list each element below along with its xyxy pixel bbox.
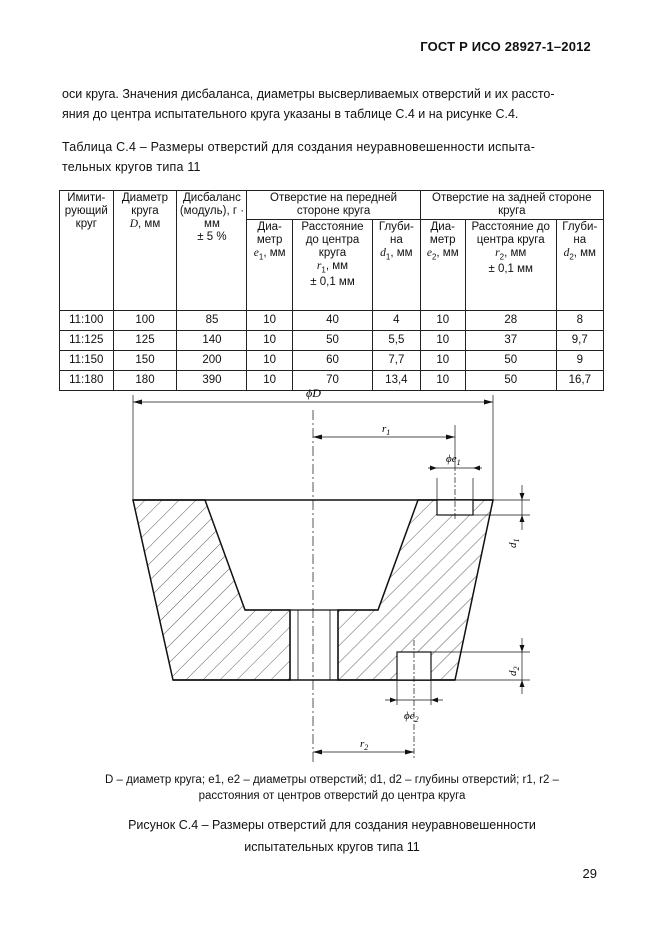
- table-cell: 60: [292, 351, 372, 371]
- symbol-r2-sub: 2: [499, 252, 505, 262]
- arrow-head: [390, 698, 397, 703]
- label-D: ϕD: [306, 386, 321, 400]
- arrow-head: [484, 400, 493, 405]
- table-cell: 125: [113, 331, 177, 351]
- unit-mm: , мм: [325, 260, 349, 272]
- table-cell: 10: [247, 351, 292, 371]
- table-cell: 10: [247, 371, 292, 391]
- table-cell: 11:180: [60, 371, 114, 391]
- table-cell: 10: [247, 331, 292, 351]
- arrow-head: [313, 435, 322, 440]
- arrow-head: [520, 493, 525, 500]
- table-cell: 8: [556, 311, 603, 331]
- wheel-cross-section-figure: [0, 380, 661, 765]
- header-front-diameter-text: Диа-метр: [256, 221, 283, 246]
- table-cell: 16,7: [556, 371, 603, 391]
- table-cell: 11:150: [60, 351, 114, 371]
- tolerance-01: ± 0,1 мм: [310, 276, 355, 289]
- table-cell: 10: [420, 351, 465, 371]
- unit-mm: , мм: [573, 247, 596, 259]
- header-back-diameter-text: Диа-метр: [429, 221, 456, 246]
- intro-line-1: оси круга. Значения дисбаланса, диаметры высверливаемых отверстий и их рассто-: [62, 87, 555, 101]
- table-cell: 7,7: [373, 351, 420, 371]
- tolerance-01: ± 0,1 мм: [488, 263, 533, 276]
- table-cell: 4: [373, 311, 420, 331]
- symbol-e1: e: [253, 247, 259, 259]
- symbol-e2-sub: 2: [431, 252, 437, 262]
- label-r1: $r_1$: [382, 423, 391, 437]
- figure-caption-line-1: Рисунок С.4 – Размеры отверстий для создания неуравновешенности: [128, 818, 536, 832]
- table-cell: 70: [292, 371, 372, 391]
- intro-paragraph: [62, 84, 602, 124]
- header-wheel-diameter: [113, 191, 177, 311]
- legend-line-2: расстояния от центров отверстий до центра круга: [198, 790, 466, 802]
- symbol-e1-sub: 1: [258, 252, 264, 262]
- header-front-distance-text: Расстояние до центра круга: [301, 221, 364, 259]
- table-cell: 11:100: [60, 311, 114, 331]
- unit-mm: , мм: [390, 247, 413, 259]
- header-back-diameter: [420, 220, 465, 311]
- symbol-d1: d: [380, 247, 386, 259]
- table-caption: [62, 137, 602, 177]
- header-back-distance-text: Расстояние до центра круга: [471, 221, 550, 246]
- label-e1: $\phi e_1$: [446, 453, 461, 467]
- arrow-head: [431, 698, 438, 703]
- table-cell: 390: [177, 371, 247, 391]
- arrow-head: [313, 750, 322, 755]
- header-front-distance: [292, 220, 372, 311]
- table-caption-line-2: тельных кругов типа 11: [62, 160, 201, 174]
- holes-table: [59, 190, 604, 391]
- unit-mm: , мм: [138, 218, 161, 230]
- header-back-depth-text: Глуби-на: [562, 221, 598, 246]
- table-cell: 150: [113, 351, 177, 371]
- table-cell: 50: [465, 351, 556, 371]
- unit-mm: , мм: [436, 247, 459, 259]
- table-cell: 100: [113, 311, 177, 331]
- header-unbalance: [177, 191, 247, 311]
- table-cell: 10: [420, 311, 465, 331]
- table-cell: 140: [177, 331, 247, 351]
- symbol-r2: r: [495, 247, 500, 259]
- document-header: ГОСТ Р ИСО 28927-1–2012: [420, 39, 591, 54]
- table-cell: 5,5: [373, 331, 420, 351]
- header-front-depth-text: Глуби-на: [378, 221, 414, 246]
- table-cell: 11:125: [60, 331, 114, 351]
- table-cell: 9,7: [556, 331, 603, 351]
- table-cell: 200: [177, 351, 247, 371]
- label-r2: $r_2$: [360, 738, 369, 752]
- symbol-r1-sub: 1: [321, 265, 326, 275]
- unit-mm: , мм: [504, 247, 527, 259]
- label-e2: $\phi e_2$: [404, 710, 419, 724]
- symbol-D: D: [129, 218, 139, 230]
- header-simulating-wheel: Имити-рующий круг: [60, 191, 114, 311]
- table-cell: 180: [113, 371, 177, 391]
- header-back-hole-group: Отверстие на задней стороне круга: [420, 191, 603, 220]
- table-cell: 10: [247, 311, 292, 331]
- header-unbalance-tolerance: ± 5 %: [197, 231, 227, 243]
- unit-mm: , мм: [263, 247, 286, 259]
- table-row: [60, 331, 604, 351]
- arrow-head: [430, 466, 437, 471]
- intro-line-2: яния до центра испытательного круга указаны в таблице С.4 и на рисунке С.4.: [62, 107, 519, 121]
- arrow-head: [446, 435, 455, 440]
- symbol-d2: d: [563, 247, 570, 259]
- figure-caption-line-2: испытательных кругов типа 11: [244, 840, 420, 854]
- table-cell: 28: [465, 311, 556, 331]
- header-front-hole-group: Отверстие на передней стороне круга: [247, 191, 420, 220]
- label-d1: $d_1$: [507, 538, 521, 548]
- table-cell: 9: [556, 351, 603, 371]
- header-back-distance: [465, 220, 556, 311]
- legend-line-1: D – диаметр круга; e1, e2 – диаметры отверстий; d1, d2 – глубины отверстий; r1, r2 –: [105, 774, 559, 786]
- symbol-d1-sub: 1: [385, 252, 391, 262]
- symbol-r1: r: [316, 260, 322, 272]
- wheel-left-section: [133, 500, 290, 680]
- figure-legend: [60, 772, 604, 804]
- arrow-head: [520, 515, 525, 522]
- table-row: [60, 351, 604, 371]
- table-cell: 85: [177, 311, 247, 331]
- table-row: [60, 311, 604, 331]
- table-cell: 50: [292, 331, 372, 351]
- table-cell: 50: [465, 371, 556, 391]
- header-front-depth: [373, 220, 420, 311]
- table-cell: 10: [420, 371, 465, 391]
- symbol-e2: e: [426, 247, 432, 259]
- table-cell: 37: [465, 331, 556, 351]
- table-caption-line-1: Таблица С.4 – Размеры отверстий для создания неуравновешенности испыта-: [62, 140, 536, 154]
- header-unbalance-text: Дисбаланс (модуль), г · мм: [179, 192, 245, 230]
- arrow-head: [520, 680, 525, 687]
- arrow-head: [473, 466, 480, 471]
- header-wheel-diameter-text: Диаметр круга: [121, 192, 169, 217]
- table-cell: 10: [420, 331, 465, 351]
- table-cell: 13,4: [373, 371, 420, 391]
- header-back-depth: [556, 220, 603, 311]
- arrow-head: [405, 750, 414, 755]
- arrow-head: [520, 645, 525, 652]
- symbol-d2-sub: 2: [569, 252, 574, 262]
- page-number: 29: [582, 866, 597, 881]
- header-front-diameter: [247, 220, 292, 311]
- arrow-head: [133, 400, 142, 405]
- table-cell: 40: [292, 311, 372, 331]
- label-d2: $d_2$: [507, 666, 521, 676]
